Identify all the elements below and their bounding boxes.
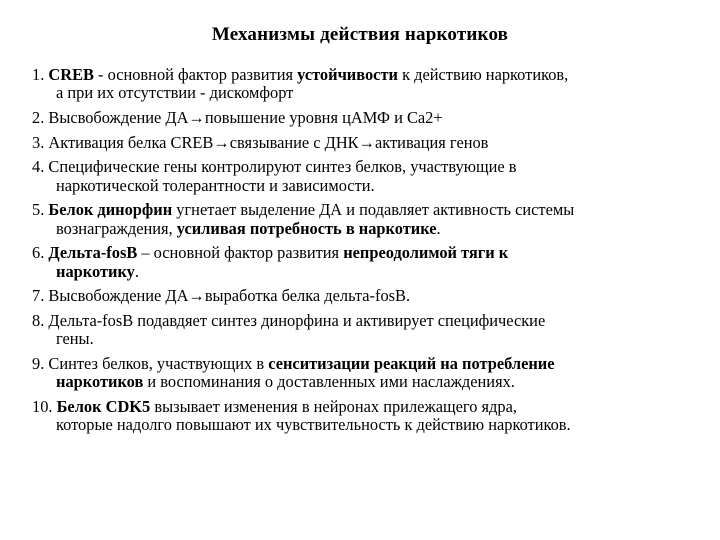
text-segment: вызывает изменения в нейронах прилежащего ядра,: [150, 396, 517, 416]
bold-text-segment: Дельта-fosB: [48, 243, 138, 263]
list-item-line: [32, 312, 700, 330]
text-segment: к действию наркотиков,: [397, 65, 569, 84]
list-item: [32, 355, 700, 392]
list-item-line: [32, 66, 700, 84]
list-item-line: [32, 158, 700, 176]
list-item-line: [32, 373, 700, 391]
text-segment: 2. Высвобождение ДА→повышение уровня цАМФ и Са2+: [32, 108, 443, 127]
bold-text-segment: Белок CDK5: [56, 396, 151, 416]
page-title: Механизмы действия наркотиков: [211, 24, 509, 45]
list-item: [32, 244, 700, 281]
text-segment: .: [134, 261, 139, 281]
list-item-line: [32, 355, 700, 373]
list-item-line: [32, 398, 700, 416]
list-item: [32, 66, 700, 103]
list-item-line: [32, 416, 700, 434]
list-item: [32, 158, 700, 195]
bold-text-segment: устойчивости: [297, 65, 398, 84]
bold-text-segment: Белок динорфин: [48, 200, 173, 220]
list-item-line: [32, 109, 700, 127]
list-item-line: [32, 201, 700, 219]
list-item-line: [32, 84, 700, 102]
text-segment: 1.: [32, 65, 49, 84]
text-segment: 10.: [32, 396, 57, 416]
bold-text-segment: непреодолимой тяги к: [343, 243, 509, 263]
mechanism-list: [32, 66, 700, 441]
text-segment: которые надолго повышают их чувствительность к действию наркотиков.: [56, 415, 571, 435]
list-item-line: [32, 263, 700, 281]
bold-text-segment: наркотиков: [56, 372, 144, 392]
list-item: [32, 134, 700, 152]
text-segment: 8. Дельта-fosB подавдяет синтез динорфина и активирует специфические: [32, 310, 546, 330]
list-item-line: [32, 330, 700, 348]
list-item: [32, 312, 700, 349]
list-item: [32, 287, 700, 305]
text-segment: .: [436, 218, 441, 238]
bold-text-segment: сенситизации реакций на потребление: [268, 353, 555, 373]
text-segment: угнетает выделение ДА и подавляет активность системы: [172, 200, 575, 220]
text-segment: 5.: [32, 200, 49, 220]
text-segment: вознаграждения,: [56, 218, 177, 238]
list-item: [32, 201, 700, 238]
list-item-line: [32, 220, 700, 238]
list-item-line: [32, 134, 700, 152]
text-segment: гены.: [56, 329, 94, 349]
bold-text-segment: CREB: [48, 65, 94, 84]
bold-text-segment: усиливая потребность в наркотике: [176, 218, 437, 238]
text-segment: – основной фактор развития: [137, 243, 344, 263]
text-segment: и воспоминания о доставленных ими наслаждениях.: [143, 372, 515, 392]
list-item-line: [32, 244, 700, 262]
list-item: [32, 398, 700, 435]
text-segment: - основной фактор развития: [93, 65, 298, 84]
text-segment: 4. Специфические гены контролируют синтез белков, участвующие в: [32, 157, 517, 177]
list-item: [32, 109, 700, 127]
bold-text-segment: наркотику: [56, 261, 135, 281]
text-segment: наркотической толерантности и зависимости.: [56, 175, 375, 195]
text-segment: а при их отсутствии - дискомфорт: [56, 83, 294, 103]
text-segment: 7. Высвобождение ДА→выработка белка дельта-fosB.: [32, 286, 411, 306]
text-segment: 9. Синтез белков, участвующих в: [32, 353, 269, 373]
list-item-line: [32, 177, 700, 195]
text-segment: 3. Активация белка CREB→связывание с ДНК→активация генов: [32, 132, 489, 152]
text-segment: 6.: [32, 243, 49, 263]
list-item-line: [32, 287, 700, 305]
